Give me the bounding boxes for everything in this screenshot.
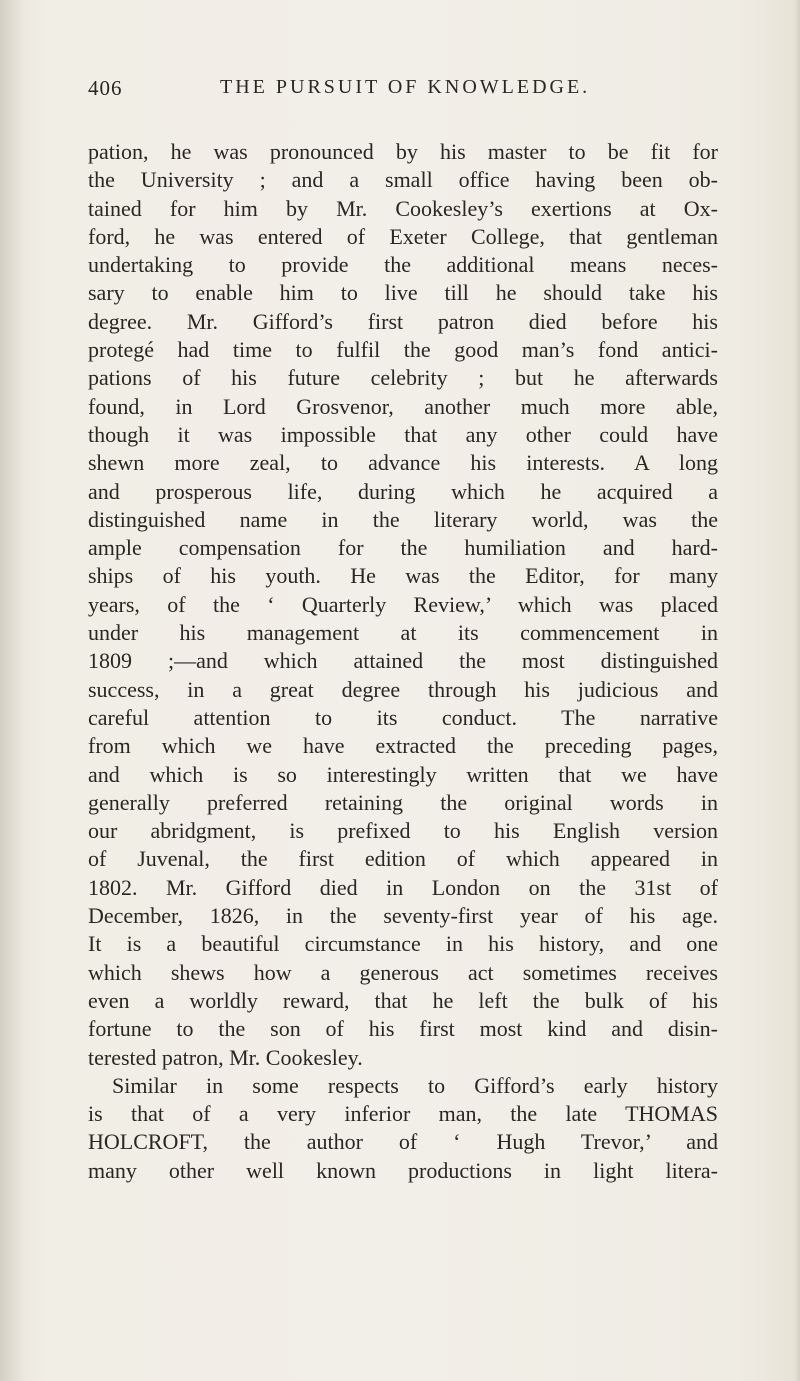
text-line: ample compensation for the humiliation and hard- (88, 535, 718, 561)
page-header (88, 76, 718, 108)
text-line: December, 1826, in the seventy-first year of his age. (88, 903, 718, 929)
text-line: protegé had time to fulfil the good man’s fond antici- (88, 337, 718, 363)
text-line: our abridgment, is prefixed to his English version (88, 818, 718, 844)
text-line: which shews how a generous act sometimes receives (88, 959, 718, 985)
page-number: 406 (88, 76, 123, 100)
text-line: distinguished name in the literary world, was the (88, 506, 718, 532)
text-line: years, of the ‘ Quarterly Review,’ which was placed (88, 591, 718, 617)
text-line: 1802. Mr. Gifford died in London on the 31st of (88, 874, 718, 900)
text-line: tained for him by Mr. Cookesley’s exertions at Ox- (88, 195, 718, 221)
text-line: pation, he was pronounced by his master to be fit for (88, 139, 718, 164)
body-text (88, 138, 718, 1185)
text-line: terested patron, Mr. Cookesley. (88, 1044, 363, 1070)
page-edge-shadow (794, 0, 800, 1381)
text-line: undertaking to provide the additional means neces- (88, 252, 718, 278)
text-line: found, in Lord Grosvenor, another much more able, (88, 393, 718, 419)
text-line: careful attention to its conduct. The narrative (88, 704, 718, 730)
text-line: and which is so interestingly written that we have (88, 761, 718, 787)
text-line: 1809 ;—and which attained the most distinguished (88, 648, 718, 674)
text-line: shewn more zeal, to advance his interests. A long (88, 450, 718, 476)
text-line: fortune to the son of his first most kind and disin- (88, 1016, 718, 1042)
text-line: HOLCROFT, the author of ‘ Hugh Trevor,’ and (88, 1129, 718, 1155)
text-line: It is a beautiful circumstance in his history, and one (88, 931, 718, 957)
text-line: is that of a very inferior man, the late THOMAS (88, 1101, 718, 1127)
text-line: of Juvenal, the first edition of which appeared in (88, 846, 718, 872)
text-line: though it was impossible that any other could have (88, 421, 718, 447)
gutter-shadow (0, 0, 26, 1381)
text-line: under his management at its commencement in (88, 620, 718, 646)
text-line: pations of his future celebrity ; but he afterwards (88, 365, 718, 391)
text-line: and prosperous life, during which he acquired a (88, 478, 718, 504)
text-line: ford, he was entered of Exeter College, that gentleman (88, 223, 718, 249)
text-line: many other well known productions in light litera- (88, 1157, 718, 1183)
text-line: sary to enable him to live till he should take his (88, 280, 718, 306)
text-line: generally preferred retaining the original words in (88, 789, 718, 815)
text-line: from which we have extracted the preceding pages, (88, 733, 718, 759)
text-line: Similar in some respects to Gifford’s early history (112, 1072, 718, 1098)
text-line: even a worldly reward, that he left the bulk of his (88, 987, 718, 1013)
running-head: THE PURSUIT OF KNOWLEDGE. (220, 76, 591, 98)
text-line: success, in a great degree through his judicious and (88, 676, 718, 702)
text-line: the University ; and a small office having been ob- (88, 167, 718, 193)
text-line: degree. Mr. Gifford’s first patron died before his (88, 308, 718, 334)
text-line: ships of his youth. He was the Editor, for many (88, 563, 718, 589)
